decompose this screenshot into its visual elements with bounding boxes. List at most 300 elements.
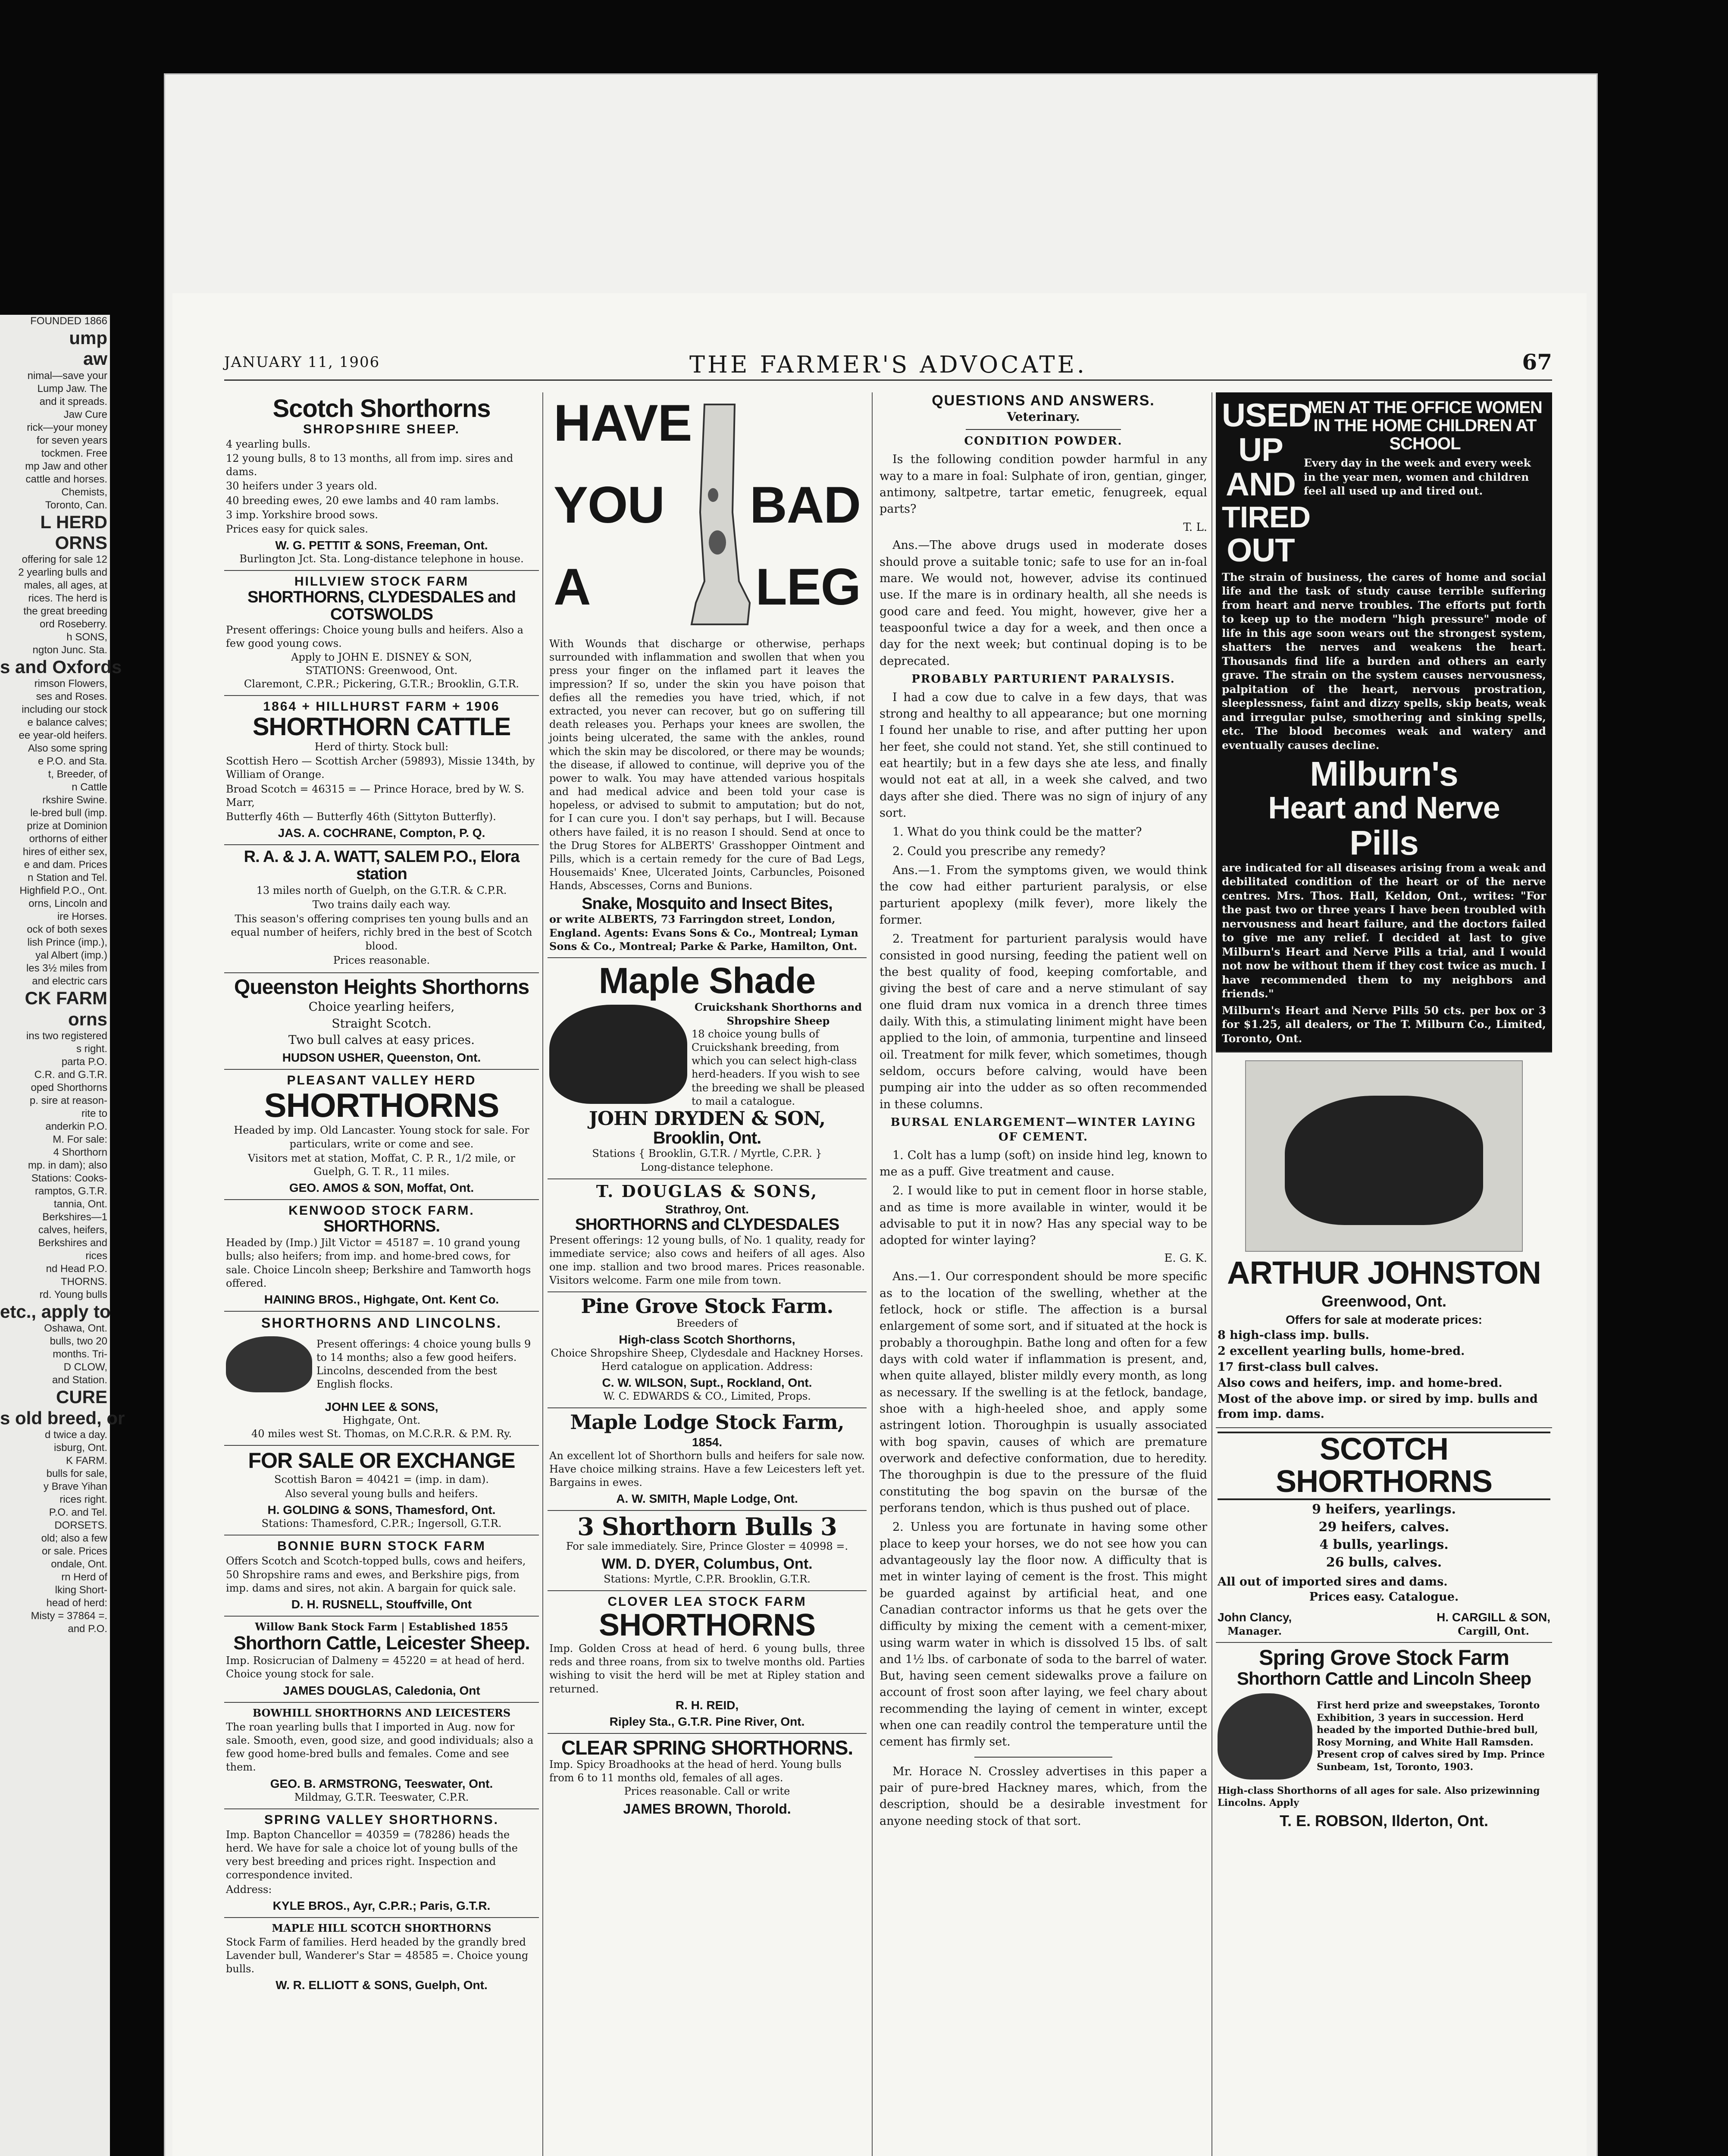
column-4	[1216, 392, 1552, 2156]
ad-line: Butterfly 46th — Butterfly 46th (Sittyton Butterfly).	[226, 810, 496, 823]
ad-line: Stock Farm of families. Herd headed by the grandly bred Lavender bull, Wanderer's Star = 48585 =. Choice young bulls.	[226, 1936, 529, 1975]
question-title: PROBABLY PARTURIENT PARALYSIS.	[911, 672, 1175, 686]
ad-bonnie-burn	[224, 1536, 539, 1617]
brand-name: Pills	[1349, 823, 1418, 862]
adjacent-page-line: e P.O. and Sta.	[38, 755, 107, 768]
ad-headline: Spring Grove Stock Farm	[1259, 1645, 1509, 1670]
ad-headline-word: YOU	[554, 476, 665, 534]
adjacent-page-line: Misty = 37864 =.	[31, 1610, 107, 1622]
ad-spring-grove	[1216, 1643, 1552, 1834]
ad-dyer	[548, 1511, 867, 1591]
answer-text: Ans.—The above drugs used in moderate doses should prove a suitable tonic; safe to use for an in-foal mare. We would not, however, advise its continued use. If the mare is in ordinary health, all she needs is good care and feed. You might, however, give her a teaspoonful twice a day for a week, and then once a day for the next week; but continual doping is to be deprecated.	[880, 539, 1207, 668]
ad-spring-valley	[224, 1809, 539, 1918]
question-text: 2. I would like to put in cement floor in horse stable, and as time is more available in winter, would it be advisable to put it in now? Has any special way to be adopted for winter laying?	[880, 1184, 1207, 1247]
ad-bowhill	[224, 1703, 539, 1809]
advertiser-name: JOHN DRYDEN & SON,	[589, 1108, 826, 1130]
ad-subhead: Cruickshank Shorthorns and Shropshire Sheep	[694, 1001, 862, 1027]
page-header	[224, 349, 1552, 381]
ad-headline: SHORTHORNS.	[323, 1217, 440, 1236]
advertiser-name: JAS. A. COCHRANE, Compton, P. Q.	[278, 826, 485, 840]
ad-body: With Wounds that discharge or otherwise, perhaps surrounded with inflammation and swollen that when you press your finger on the inflamed part it leaves the impression? If so, under the skin you have poison that defies all the remedies you have tried, which, if not extracted, you never can recover, but go on suffering till death releases you. Perhaps your knees are swollen, the joints being ulcerated, the same with the ankles, round which the skin may be discolored, or there may be wounds; the disease, if allowed to continue, will deprive you of the power to walk. You may have attended various hospitals and had medical advice and been told your case is hopeless, or advised to submit to amputation; but do not, for I can cure you. I don't say perhaps, but I will. Because others have failed, it is no reason I should. Send at once to the Drug Stores for ALBERTS' Grasshopper Ointment and Pills, which is a certain remedy for the cure of Bad Legs, Housemaids' Knee, Ulcerated Joints, Carbuncles, Poisoned Hands, Abscesses, Corns and Bunions.	[549, 638, 865, 892]
section-subtitle: Veterinary.	[1007, 410, 1080, 424]
adjacent-page-line: rices. The herd is	[28, 592, 107, 605]
adjacent-page-line: etc., apply to	[0, 1301, 111, 1322]
column-2	[548, 392, 867, 2156]
ad-kenwood	[224, 1200, 539, 1312]
question-title: CONDITION POWDER.	[964, 435, 1123, 448]
answer-text: 2. Treatment for parturient paralysis would have consisted in good nursing, feeding the patient well on the best quality of food, keeping comfortable, and giving the best of care and a nerve stimulant of say one fluid dram nux vomica in a drench three times daily. With this, a stimulating liniment might have been applied to the loin, of ammonia, turpentine and linseed oil. Treatment for milk fever, which sometimes, though seldom, occurs before calving, would have been pumping air into the udder as so often recommended in these columns.	[880, 932, 1207, 1111]
ad-line: Visitors met at station, Moffat, C. P. R., 1/2 mile, or Guelph, G. T. R., 11 miles.	[248, 1152, 515, 1178]
ad-lines	[226, 1720, 537, 1774]
ad-line: The roan yearling bulls that I imported in Aug. now for sale. Smooth, even, good size, and good individuals; also a few good home-bred bulls and females. Come and see them.	[226, 1720, 534, 1774]
ad-apply: Apply to JOHN E. DISNEY & SON,	[291, 651, 472, 663]
advertiser-name: JOHN LEE & SONS,	[325, 1400, 438, 1413]
ad-lines	[1218, 1328, 1550, 1422]
bull-photo	[1245, 1060, 1523, 1252]
ad-headline: Maple Shade	[598, 960, 816, 1001]
adjacent-page-line: K FARM.	[66, 1454, 107, 1467]
ad-body: Prices easy. Catalogue.	[1309, 1590, 1459, 1604]
ad-place: Cargill, Ont.	[1458, 1624, 1529, 1637]
adjacent-page-line: cattle and horses.	[25, 473, 107, 485]
ad-line: This season's offering comprises ten young bulls and an equal number of heifers, richly bred in the best of Scotch blood.	[231, 913, 532, 952]
section-title: QUESTIONS AND ANSWERS.	[932, 392, 1155, 409]
ad-line: Present offerings: 4 choice young bulls 9 to 14 months; also a few good heifers. Lincolns, descended from the best English flocks.	[316, 1338, 531, 1391]
adjacent-page-line: Chemists,	[61, 486, 107, 498]
adjacent-page-line: hires of either sex,	[22, 846, 107, 858]
advertiser-name: W. G. PETTIT & SONS, Freeman, Ont.	[275, 539, 488, 552]
adjacent-page-line: calves, heifers,	[38, 1224, 107, 1236]
ad-headline: SHORTHORNS	[264, 1086, 499, 1124]
adjacent-page-line: Highfield P.O., Ont.	[19, 885, 107, 897]
adjacent-page-line: e balance calves;	[27, 717, 107, 729]
adjacent-page-line: Stations: Cooks-	[31, 1172, 107, 1185]
ad-line: Choice yearling heifers,	[308, 1000, 455, 1014]
adjacent-page-line: nd Head P.O.	[46, 1263, 107, 1275]
manager-role: Manager.	[1227, 1624, 1282, 1637]
ad-body: High-class Shorthorns of all ages for sale. Also prizewinning Lincolns. Apply	[1218, 1785, 1540, 1809]
adjacent-page-line: ondale, Ont.	[51, 1558, 107, 1570]
manager-name: John Clancy,	[1218, 1610, 1292, 1624]
ad-body: 18 choice young bulls of Cruickshank breeding, from which you can select high-class herd-headers. If you wish to see the breeding we shall be pleased to mail a catalogue.	[692, 1028, 865, 1107]
ad-body: Choice Shropshire Sheep, Clydesdale and Hackney Horses.	[551, 1347, 864, 1359]
ad-footer: Ripley Sta., G.T.R. Pine River, Ont.	[609, 1714, 805, 1728]
ad-footer: W. C. EDWARDS & CO., Limited, Props.	[603, 1390, 811, 1403]
adjacent-page-line: t, Breeder, of	[48, 768, 107, 780]
ad-price: Milburn's Heart and Nerve Pills 50 cts. per box or 3 for $1.25, all dealers, or The T. Milburn Co., Limited, Toronto, Ont.	[1222, 1004, 1546, 1045]
adjacent-page-line: the great breeding	[23, 605, 107, 617]
ad-sub: High-class Scotch Shorthorns,	[619, 1332, 795, 1346]
adjacent-page-line: FOUNDED 1866	[30, 315, 107, 327]
ad-footer: Burlington Jct. Sta. Long-distance telephone in house.	[239, 553, 524, 565]
adjacent-page-line: lking Short-	[55, 1584, 107, 1596]
adjacent-page-line: offering for sale 12	[22, 554, 107, 566]
advertiser-name: D. H. RUSNELL, Stouffville, Ont	[291, 1597, 472, 1611]
adjacent-page-line: orns, Lincoln and	[28, 898, 107, 910]
ad-sub: Breeders of	[676, 1317, 738, 1329]
adjacent-page-line: bulls for sale,	[46, 1467, 107, 1479]
ad-headline: 3 Shorthorn Bulls 3	[577, 1513, 837, 1542]
advertiser-name: JAMES DOUGLAS, Caledonia, Ont	[283, 1683, 480, 1697]
column-3	[880, 392, 1207, 2156]
ad-exchange	[224, 1446, 539, 1536]
question-item: 2. Could you prescribe any remedy?	[892, 844, 1105, 858]
ad-line: Scottish Baron = 40421 = (imp. in dam).	[274, 1473, 489, 1485]
question-title: BURSAL ENLARGEMENT—WINTER LAYING OF CEMENT.	[890, 1116, 1196, 1144]
ad-phone: Long-distance telephone.	[641, 1161, 773, 1173]
adjacent-page-line: anderkin P.O.	[45, 1121, 107, 1133]
farm-name: BONNIE BURN STOCK FARM	[277, 1539, 486, 1554]
farm-name: PLEASANT VALLEY HERD	[287, 1073, 476, 1087]
adjacent-page-line: L HERD	[40, 511, 107, 532]
ad-headline: Queenston Heights Shorthorns	[234, 976, 529, 999]
ad-headline-word: HAVE	[554, 394, 692, 452]
adjacent-page-line: ire Horses.	[57, 911, 107, 923]
ad-headline-word: BAD	[750, 476, 861, 534]
adjacent-page-line: aw	[83, 348, 107, 369]
ad-line: Straight Scotch.	[332, 1016, 432, 1031]
ad-footer: Stations: Thamesford, C.P.R.; Ingersoll, G.T.R.	[261, 1517, 502, 1530]
ad-subhead: Shorthorn Cattle and Lincoln Sheep	[1237, 1668, 1531, 1689]
ad-footer: Mildmay, G.T.R. Teeswater, C.P.R.	[294, 1791, 469, 1803]
ad-pettit	[224, 392, 539, 571]
column-1	[224, 392, 539, 2156]
ad-footer: 40 miles west St. Thomas, on M.C.R.R. & P.M. Ry.	[251, 1428, 512, 1440]
ad-lines	[226, 1828, 537, 1896]
ad-line: Broad Scotch = 46315 = — Prince Horace, bred by W. S. Marr,	[226, 783, 525, 808]
adjacent-page-line: ses and Roses.	[36, 691, 107, 703]
advertiser-name: HAINING BROS., Highgate, Ont. Kent Co.	[264, 1292, 499, 1306]
question-text: Is the following condition powder harmful in any way to a mare in foal: Sulphate of iron, gentian, ginger, antimony, saltpetre, tartar emetic, fenugreek, equal parts?	[880, 453, 1207, 516]
brand-name: Milburn's	[1310, 755, 1458, 793]
ad-lines	[226, 1936, 537, 1976]
ad-line: Scottish Hero — Scottish Archer (59893), Missie 134th, by William of Orange.	[226, 755, 535, 781]
adjacent-page-line: oped Shorthorns	[31, 1082, 107, 1094]
ad-body: The strain of business, the cares of home and social life and the task of study cause terrible suffering from heart and nerve troubles. The efforts put forth to keep up to the modern "high pressure" mode of life in this age soon wears out the strongest system, shatters the nerves and weakens the heart. Thousands find life a burden and others an early grave. The strain on the system causes nervousness, palpitation of the heart, nervous prostration, sleeplessness, faint and dizzy spells, skip beats, weak and irregular pulse, smothering and sinking spells, etc. The blood becomes weak and watery and eventually causes decline.	[1222, 570, 1546, 752]
ad-maple-hill	[224, 1918, 539, 1997]
page-number: 67	[1522, 349, 1552, 375]
adjacent-page-line: months. Tri-	[53, 1348, 107, 1360]
adjacent-page-line: ins two registered	[26, 1030, 107, 1042]
ad-address: or write ALBERTS, 73 Farringdon street, London, England. Agents: Evans Sons & Co., Montreal; Lyman Sons & Co., Montreal; Parke & Parke, Hamilton, Ont.	[549, 913, 858, 953]
ad-body: For sale immediately. Sire, Prince Gloster = 40998 =.	[566, 1540, 848, 1552]
adjacent-page-line: Also some spring	[28, 743, 107, 755]
adjacent-page-line: ump	[69, 328, 107, 348]
ad-pine-grove	[548, 1292, 867, 1408]
ad-headline-word: TIRED	[1222, 500, 1310, 534]
adjacent-page-line: and Station.	[52, 1374, 107, 1386]
adjacent-page-line: rices	[85, 1250, 107, 1262]
ad-clear-spring	[548, 1734, 867, 1821]
ad-headline: Pine Grove Stock Farm.	[581, 1294, 833, 1318]
ad-line: Two trains daily each way.	[312, 899, 451, 911]
ad-headline: Scotch Shorthorns	[272, 395, 491, 423]
adjacent-page-line: including our stock	[22, 704, 107, 716]
ad-headline: Shorthorn Cattle, Leicester Sheep.	[233, 1633, 530, 1654]
ad-offer: Offers for sale at moderate prices:	[1286, 1313, 1482, 1326]
advertiser-name: WM. D. DYER, Columbus, Ont.	[601, 1556, 813, 1573]
adjacent-page-line: orthorns of either	[29, 833, 107, 845]
ad-lee	[224, 1312, 539, 1446]
adjacent-page-line: tockmen. Free	[41, 447, 107, 459]
adjacent-page-line: Toronto, Can.	[45, 499, 107, 511]
adjacent-page-line: isburg, Ont.	[53, 1442, 107, 1454]
ad-headline: SHORTHORNS AND LINCOLNS.	[261, 1315, 502, 1331]
adjacent-page-line: tannia, Ont.	[53, 1198, 107, 1210]
ad-line: Offers Scotch and Scotch-topped bulls, cows and heifers, 50 Shropshire rams and ewes, and Berkshire pigs, from imp. dams and sires, not akin. A bargain for quick sale.	[226, 1555, 526, 1594]
ad-maple-shade	[548, 958, 867, 1179]
ad-milburn	[1216, 392, 1552, 1053]
adjacent-page-line: 4 Shorthorn	[53, 1147, 107, 1159]
ad-subhead: Snake, Mosquito and Insect Bites,	[582, 894, 833, 913]
adjacent-page-line: males, all ages, at	[24, 580, 107, 592]
ad-line: Also several young bulls and heifers.	[285, 1487, 478, 1500]
question-text: I had a cow due to calve in a few days, that was strong and healthy to all appearance; but one morning I found her unable to rise, and after putting her upon her feet, she could not stand. Yet, she still continued to eat heartily; but in a few days she ate less, and finally would not eat at all, in a week she calved, and two days after she died. There was no sign of injury of any sort.	[880, 690, 1207, 820]
ad-headline: BOWHILL SHORTHORNS AND LEICESTERS	[252, 1706, 511, 1719]
adjacent-page-line: rimson Flowers,	[34, 678, 107, 690]
adjacent-page-line: rices right.	[59, 1493, 107, 1505]
farm-name: CLOVER LEA STOCK FARM	[607, 1595, 807, 1609]
ad-headline: SCOTCH SHORTHORNS	[1218, 1432, 1550, 1500]
ad-hillview	[224, 571, 539, 696]
ad-line: 9 heifers, yearlings.	[1312, 1501, 1456, 1517]
adjacent-page-line: ngton Junc. Sta.	[32, 644, 107, 656]
advertiser-name: R. H. REID,	[675, 1698, 739, 1712]
ad-headline-word: LEG	[755, 558, 861, 616]
ad-douglas	[548, 1179, 867, 1293]
ad-body: An excellent lot of Shorthorn bulls and heifers for sale now. Have choice milking strains. Have a few Leicesters left yet. Bargains in ewes.	[549, 1449, 865, 1489]
ad-clover-lea	[548, 1591, 867, 1733]
ad-body: are indicated for all diseases arising from a weak and debilitated condition of the heart or of the nerve centres. Mrs. Thos. Hall, Keldon, Ont., writes: "For the past two or three years I have been troubled with nervousness and heart failure, and the doctors failed to give me any relief. I decided at last to give Milburn's Heart and Nerve Pills a trial, and I would not now be without them if they cost twice as much. I have recommended them to my neighbors and friends."	[1222, 861, 1546, 1000]
advertiser-name: T. DOUGLAS & SONS,	[596, 1181, 818, 1201]
adjacent-page-line: ord Roseberry.	[40, 618, 107, 630]
adjacent-page-line: nimal—save your	[27, 370, 107, 382]
ad-body: Imp. Spicy Broadhooks at the head of herd. Young bulls from 6 to 11 months old, females of all ages.	[549, 1758, 842, 1784]
ad-line: 3 imp. Yorkshire brood sows.	[226, 508, 378, 521]
ad-line: 13 miles north of Guelph, on the G.T.R. & C.P.R.	[256, 884, 507, 896]
adjacent-page-line: or sale. Prices	[41, 1545, 107, 1557]
adjacent-page-line: lish Prince (imp.),	[27, 937, 107, 949]
ad-body: Present offerings: Choice young bulls and heifers. Also a few good young cows.	[226, 624, 523, 650]
ad-headline: SHORTHORN CATTLE	[252, 713, 511, 741]
ad-line: 29 heifers, calves.	[1318, 1519, 1449, 1535]
ad-lines	[226, 1654, 537, 1681]
sheep-illustration	[1218, 1693, 1312, 1780]
ad-place: Strathroy, Ont.	[665, 1202, 749, 1216]
ad-place: Highgate, Ont.	[342, 1414, 421, 1426]
adjacent-page-line: parta P.O.	[61, 1056, 107, 1068]
answer-text: Ans.—1. From the symptoms given, we would think the cow had either parturient paralysis, or else parturient apoplexy (milk fever), more likely the former.	[880, 864, 1207, 927]
ad-line: Prices easy for quick sales.	[226, 523, 368, 536]
question-text: 1. Colt has a lump (soft) on inside hind leg, known to me as a puff. Give treatment and cause.	[880, 1148, 1207, 1178]
adjacent-page-line: rkshire Swine.	[42, 794, 107, 806]
adjacent-page-line: s old breed, or	[0, 1407, 125, 1428]
farm-name: HILLVIEW STOCK FARM	[294, 574, 469, 589]
ad-lines	[316, 1337, 537, 1392]
ad-lines	[226, 999, 537, 1048]
farm-years: 1864 + HILLHURST FARM + 1906	[263, 699, 500, 714]
adjacent-page-line: DORSETS.	[54, 1519, 107, 1531]
adjacent-page-line: Berkshires—1	[42, 1211, 107, 1223]
adjacent-page-line: Lump Jaw. The	[37, 382, 107, 395]
ad-line: Address:	[226, 1883, 272, 1896]
adjacent-page-line: rn Herd of	[61, 1571, 107, 1583]
adjacent-page-line: for seven years	[36, 434, 107, 446]
ad-herd: Herd of thirty. Stock bull:	[314, 741, 449, 753]
ad-lines	[226, 1473, 537, 1501]
advertiser-name: ARTHUR JOHNSTON	[1227, 1255, 1541, 1291]
adjacent-page-line: h SONS,	[66, 631, 107, 643]
adjacent-page-line: rd. Young bulls	[39, 1289, 107, 1301]
ad-line: 12 young bulls, 8 to 13 months, all from imp. sires and dams.	[226, 452, 513, 478]
ad-body: All out of imported sires and dams.	[1218, 1575, 1448, 1589]
adjacent-page-line: d twice a day.	[45, 1429, 107, 1441]
advertiser-name: H. CARGILL & SON,	[1437, 1610, 1550, 1624]
ad-lines	[226, 1124, 537, 1178]
advertiser-name: GEO. AMOS & SON, Moffat, Ont.	[289, 1181, 474, 1195]
ad-headline: SHORTHORNS, CLYDESDALES and COTSWOLDS	[247, 588, 516, 624]
ad-body: Present offerings: 12 young bulls, of No. 1 quality, ready for immediate service; also cows and heifers of all ages. Also one imp. stallion and two brood mares. Prices reasonable. Visitors welcome. Farm one mile from town.	[549, 1234, 865, 1287]
adjacent-page-line: Oshawa, Ont.	[44, 1322, 107, 1335]
adjacent-page-line: and it spreads.	[39, 395, 107, 407]
ad-headline: FOR SALE OR EXCHANGE	[248, 1448, 515, 1473]
adjacent-page-line: 2 yearling bulls and	[18, 567, 107, 579]
adjacent-page-line: rick—your money	[27, 421, 107, 433]
ad-body: First herd prize and sweepstakes, Toronto Exhibition, 3 years in succession. Herd headed by the imported Duthie-bred bull, Rosy Morning, and White Hall Ramsden. Present crop of calves sired by Imp. Prince Sunbeam, 1st, Toronto, 1903.	[1317, 1699, 1545, 1773]
ad-place: Greenwood, Ont.	[1321, 1292, 1446, 1310]
adjacent-page-line: yal Albert (imp.)	[35, 950, 107, 962]
advertiser-name: W. R. ELLIOTT & SONS, Guelph, Ont.	[275, 1978, 488, 1992]
adjacent-page-line: D CLOW,	[63, 1361, 107, 1373]
ad-line: 2 excellent yearling bulls, home-bred.	[1218, 1344, 1465, 1358]
question-signature: T. L.	[1183, 520, 1207, 534]
brand-name: Heart and Nerve	[1268, 791, 1500, 826]
ad-body: Every day in the week and every week in the year men, women and children feel all used up and tired out.	[1304, 457, 1531, 497]
ad-lines	[226, 1554, 537, 1595]
advertiser-name: HUDSON USHER, Queenston, Ont.	[282, 1050, 481, 1064]
ad-body: Prices reasonable. Call or write	[624, 1785, 790, 1798]
adjacent-page-line: THORNS.	[61, 1276, 107, 1288]
adjacent-page-line: ee year-old heifers.	[19, 730, 107, 742]
adjacent-page-line: prize at Dominion	[27, 820, 107, 832]
adjacent-page-line: rite to	[81, 1108, 107, 1120]
ad-headline: SHORTHORNS	[598, 1608, 815, 1643]
adjacent-page-line: e and dam. Prices	[24, 859, 107, 871]
header-date: JANUARY 11, 1906	[224, 354, 380, 371]
farm-name: SPRING VALLEY SHORTHORNS.	[264, 1812, 499, 1827]
ad-lines	[1218, 1501, 1550, 1571]
adjacent-page-strip	[0, 315, 125, 2156]
column-rule	[1211, 392, 1212, 2156]
adjacent-page-line: ORNS	[55, 532, 107, 553]
adjacent-page-line: bulls, two 20	[50, 1335, 107, 1348]
ad-year: 1854.	[692, 1435, 723, 1449]
ad-line: 40 breeding ewes, 20 ewe lambs and 40 ram lambs.	[226, 494, 499, 507]
ad-johnston	[1216, 1053, 1552, 1428]
ad-headline-word: OUT	[1227, 532, 1295, 569]
adjacent-page-line: orns	[68, 1009, 107, 1029]
adjacent-page-line: n Station and Tel.	[27, 872, 107, 884]
ad-lines	[226, 438, 537, 536]
advertiser-name: T. E. ROBSON, Ilderton, Ont.	[1279, 1811, 1488, 1830]
ad-subhead: MEN AT THE OFFICE WOMEN IN THE HOME CHILDREN AT SCHOOL	[1308, 398, 1542, 453]
ad-line: Most of the above imp. or sired by imp. bulls and from imp. dams.	[1218, 1392, 1538, 1421]
ad-line: Also cows and heifers, imp. and home-bred.	[1218, 1376, 1503, 1390]
adjacent-page-line: CK FARM	[25, 988, 107, 1009]
ad-footer: Stations: Myrtle, C.P.R. Brooklin, G.T.R.	[604, 1573, 811, 1586]
advertiser-name: H. GOLDING & SONS, Thamesford, Ont.	[267, 1503, 496, 1517]
ad-headline: R. A. & J. A. WATT, SALEM P.O., Elora station	[244, 848, 520, 884]
ad-stations: Stations { Brooklin, G.T.R. / Myrtle, C.P.R. }	[592, 1147, 822, 1160]
ad-line: 4 bulls, yearlings.	[1319, 1537, 1449, 1552]
newspaper-page	[172, 293, 1587, 2156]
advertiser-name: A. W. SMITH, Maple Lodge, Ont.	[616, 1492, 798, 1506]
answer-text: 2. Unless you are fortunate in having some other place to keep your horses, we do not see how you can advantageously lay the floor now. A difficulty that is met in winter laying of cement is the frost. This might be guarded against by artificial heat, and one Canadian contractor informs us that he gets over the difficulty by mixing the cement with a cement-mixer, using warm water in which is dissolved 15 lbs. of salt and 1½ lbs. of carbonate of soda to the barrel of water. But, having seen cement sidewalks prove a failure on account of frost soon after laying, we feel chary about recommending the laying of cement in winter, except when one can readily control the temperature until the cement has firmly set.	[880, 1520, 1207, 1749]
ad-stations: STATIONS: Greenwood, Ont.	[305, 664, 458, 677]
ad-headline: MAPLE HILL SCOTCH SHORTHORNS	[272, 1921, 491, 1934]
ad-line: Two bull calves at easy prices.	[288, 1033, 475, 1047]
ad-watt	[224, 845, 539, 973]
ad-lines	[226, 1236, 537, 1290]
farm-name: KENWOOD STOCK FARM.	[288, 1203, 475, 1218]
ad-line: Headed by (Imp.) Jilt Victor = 45187 =. 10 grand young bulls; also heifers; from imp. and home-bred cows, for sale. Choice Lincoln sheep; Berkshire and Tamworth hogs offered.	[226, 1237, 531, 1289]
adjacent-page-line: mp Jaw and other	[25, 460, 107, 472]
adjacent-page-line: Jaw Cure	[63, 408, 107, 420]
adjacent-page-line: mp. in dam); also	[28, 1159, 107, 1172]
ad-line: Headed by imp. Old Lancaster. Young stock for sale. For particulars, write or come and see.	[234, 1124, 529, 1150]
advertiser-name: KYLE BROS., Ayr, C.P.R.; Paris, G.T.R.	[272, 1899, 491, 1912]
ad-lines	[226, 884, 537, 967]
adjacent-page-line: P.O. and Tel.	[49, 1506, 107, 1518]
ad-line: Imp. Rosicrucian of Dalmeny = 45220 = at head of herd. Choice young stock for sale.	[226, 1655, 525, 1680]
adjacent-page-line: s and Oxfords	[0, 657, 122, 677]
column-rule	[542, 392, 543, 2156]
adjacent-page-line: ock of both sexes	[27, 924, 107, 936]
ad-scotch-shorthorns	[1216, 1428, 1552, 1643]
adjacent-page-line: CURE	[56, 1387, 107, 1407]
leg-illustration	[674, 400, 756, 633]
bull-illustration	[549, 1005, 687, 1104]
adjacent-page-line: le-bred bull (imp.	[30, 807, 107, 819]
ad-line: 8 high-class imp. bulls.	[1218, 1328, 1369, 1342]
advertiser-name: JAMES BROWN, Thorold.	[623, 1801, 791, 1817]
ad-line: Prices reasonable.	[333, 954, 430, 966]
header-title: THE FARMER'S ADVOCATE.	[689, 351, 1087, 378]
ad-line: 4 yearling bulls.	[226, 438, 311, 450]
question-item: 1. What do you think could be the matter?	[892, 825, 1142, 839]
adjacent-page-line: head of herd:	[46, 1597, 107, 1609]
ad-headline-word: UP	[1238, 431, 1283, 468]
ad-headline: SHORTHORNS and CLYDESDALES	[575, 1215, 839, 1234]
column-rule	[872, 392, 873, 2156]
adjacent-page-line: old; also a few	[41, 1532, 107, 1544]
ad-stations: Claremont, C.P.R.; Pickering, G.T.R.; Brooklin, G.T.R.	[244, 677, 520, 690]
ad-place: Brooklin, Ont.	[653, 1128, 761, 1148]
adjacent-page-line: Berkshires and	[38, 1237, 107, 1249]
adjacent-page-line: C.R. and G.T.R.	[34, 1069, 107, 1081]
adjacent-page-line: p. sire at reason-	[29, 1095, 107, 1107]
adjacent-page-line: les 3½ miles from	[26, 962, 107, 975]
ad-headline-word: A	[554, 558, 591, 616]
ad-headline: Maple Lodge Stock Farm,	[570, 1410, 844, 1434]
adjacent-page-line: and P.O.	[68, 1623, 107, 1635]
ad-headline: CLEAR SPRING SHORTHORNS.	[561, 1736, 853, 1759]
ad-line: 17 first-class bull calves.	[1218, 1360, 1379, 1374]
ad-body: Imp. Golden Cross at head of herd. 6 young bulls, three reds and three roans, from six to twelve months old. Parties wishing to visit the herd will be met at Ripley station and returned.	[549, 1642, 865, 1695]
question-signature: E. G. K.	[1164, 1252, 1207, 1265]
ad-headline-word: USED	[1222, 397, 1312, 434]
answer-text: Ans.—1. Our correspondent should be more specific as to the location of the swelling, whether at the fetlock, hock or stifle. The affection is a bursal enlargement of some sort, and if situated at the hock is probably a thoroughpin. Bathe long and often for a few days with cold water if inflammation is present, and, when quite allayed, blister mildly every month, as long as necessary. If the swelling is at the fetlock, bandage, shoe with a high-heeled shoe, and apply some astringent lotion. Thoroughpin is usually associated with bog spavin, causes of which are premature overwork and defective conformation, due to heredity. The thoroughpin is due to the pressure of the fluid constituting the bog spavin on the bursæ of the perforans tendon, which is thus pushed out of place.	[880, 1270, 1207, 1515]
